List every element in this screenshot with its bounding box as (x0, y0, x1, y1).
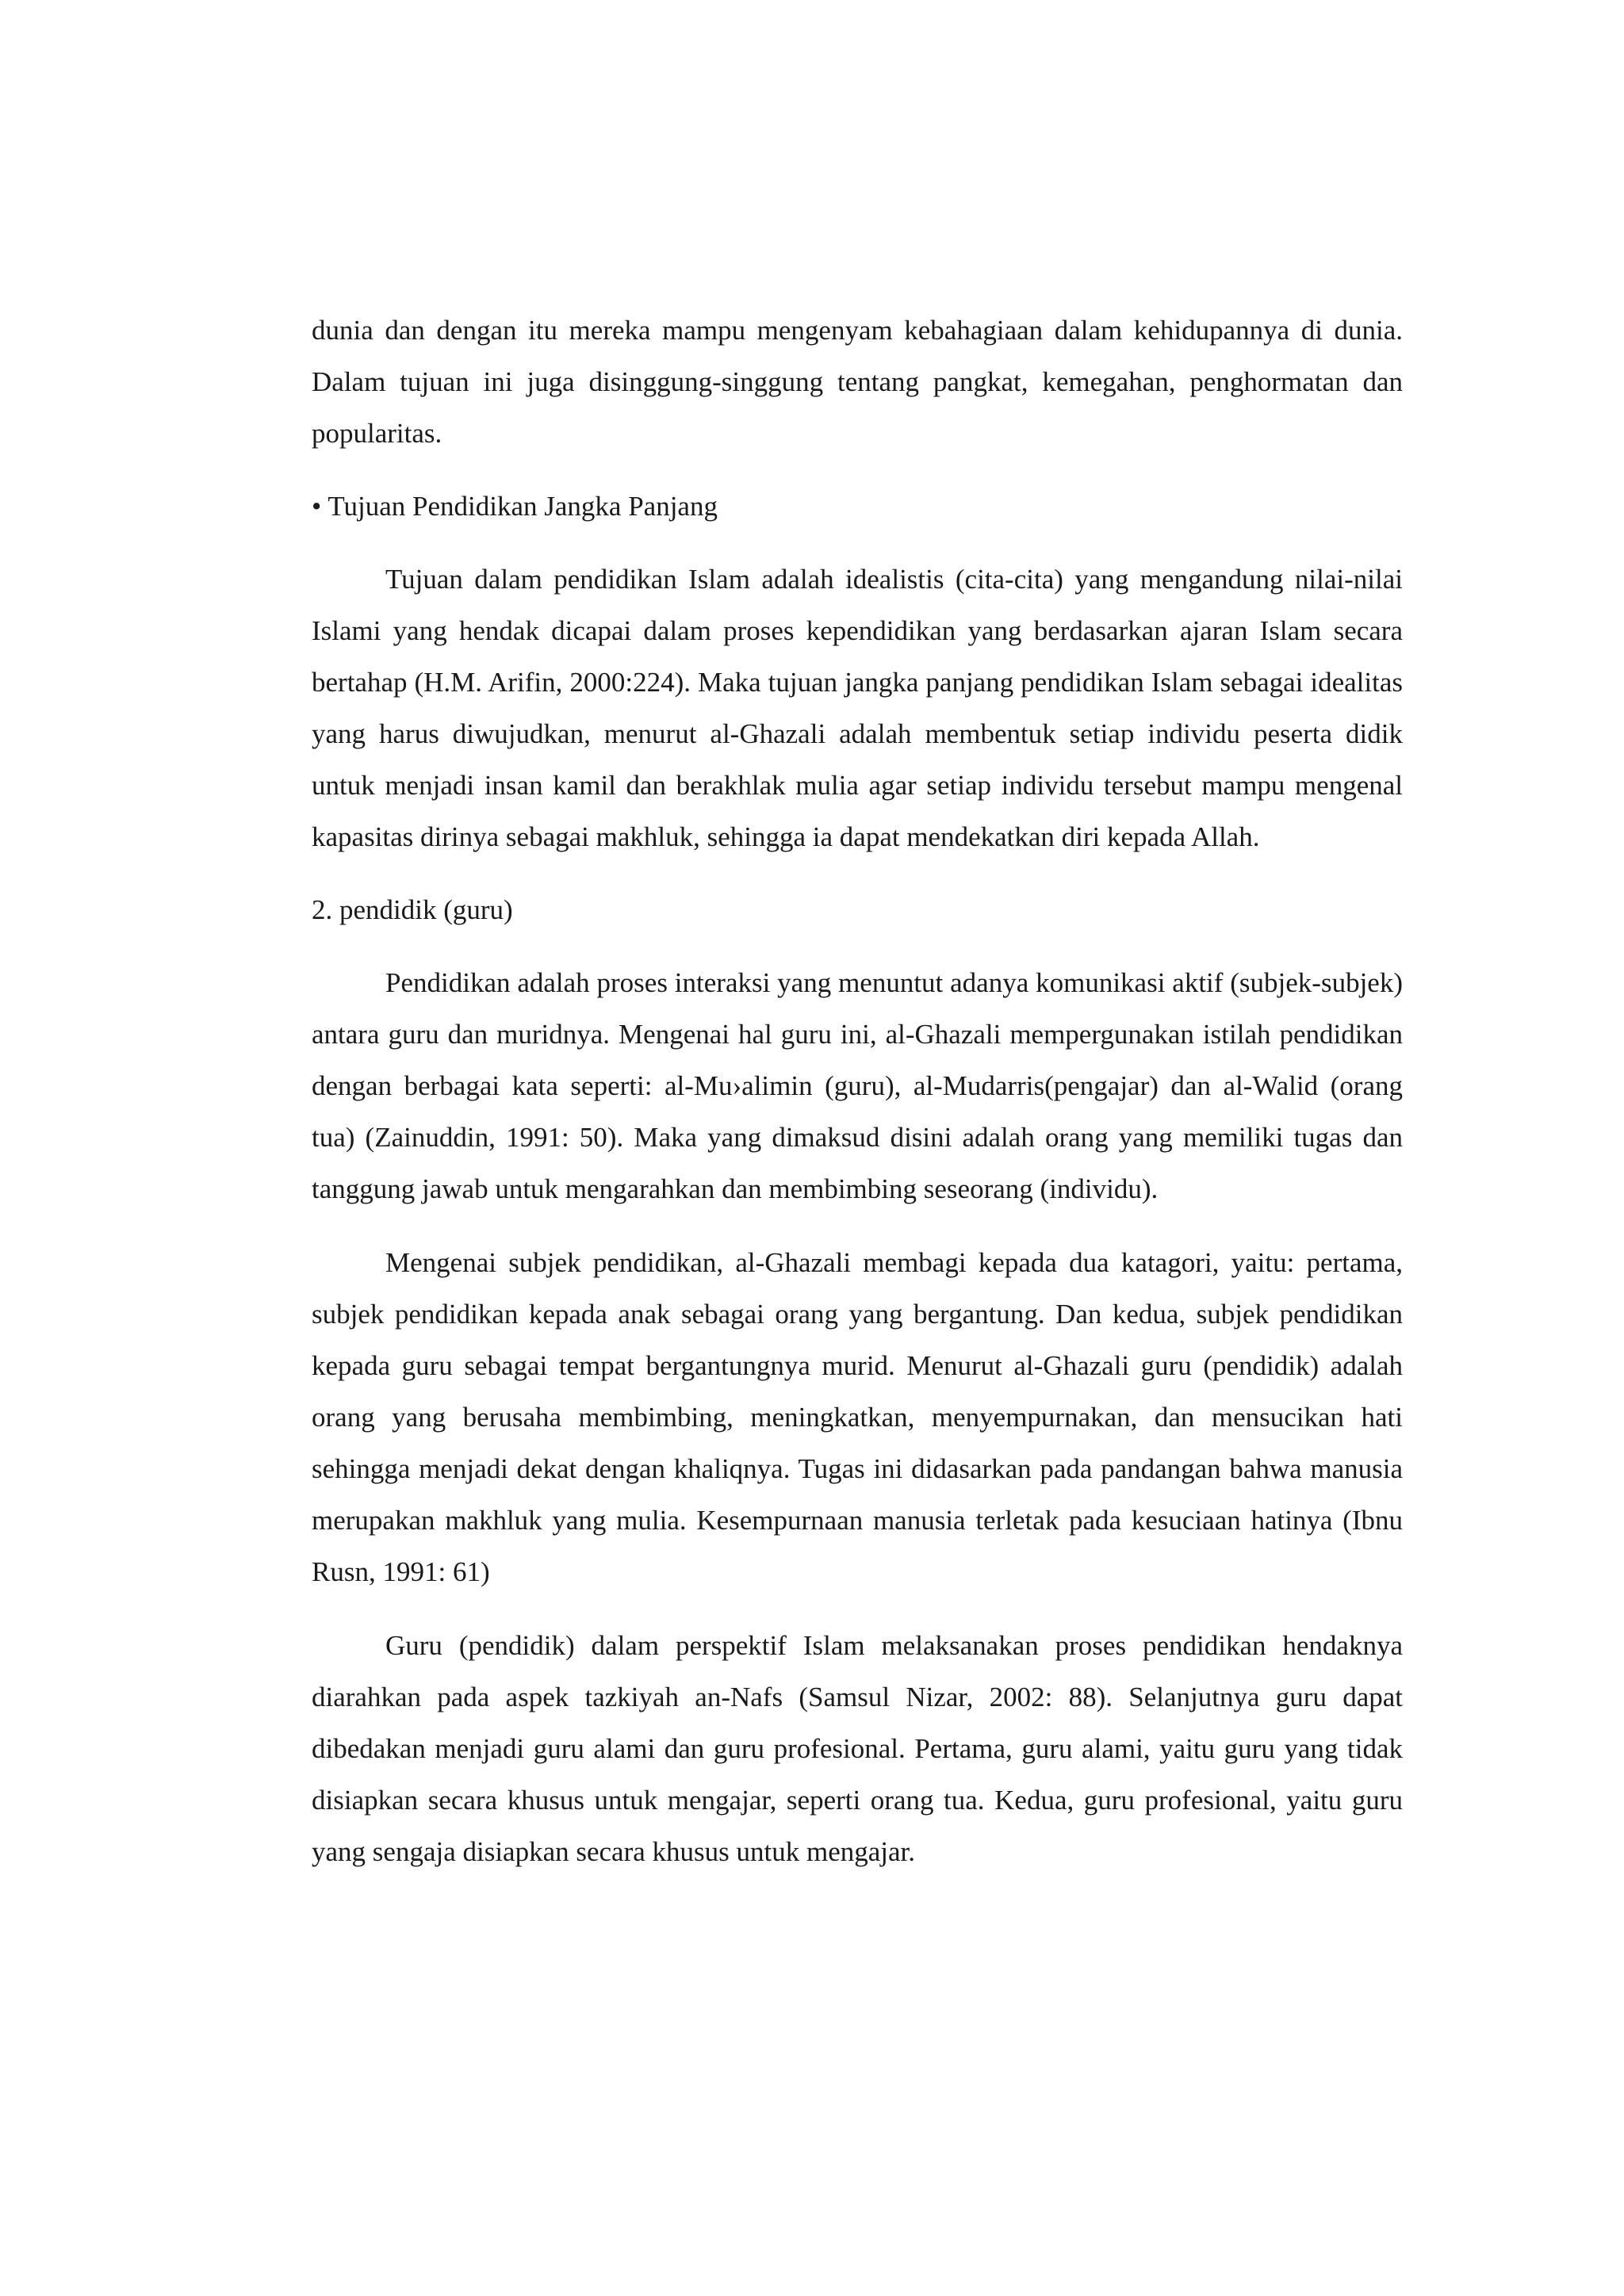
paragraph-subject-of-education: Mengenai subjek pendidikan, al-Ghazali membagi kepada dua katagori, yaitu: pertama, subjek pendidikan kepada anak sebagai orang yang bergantung. Dan kedua, subjek pendidikan kepada guru sebagai tempat bergantungnya murid. Menurut al-Ghazali guru (pendidik) adalah orang yang berusaha membimbing, meningkatkan, menyempurnakan, dan mensucikan hati sehingga menjadi dekat dengan khaliqnya. Tugas ini didasarkan pada pandangan bahwa manusia merupakan makhluk yang mulia. Kesempurnaan manusia terletak pada kesuciaan hatinya (Ibnu Rusn, 1991: 61) (312, 1247, 1403, 1587)
section-heading-educator: 2. pendidik (guru) (312, 894, 513, 925)
paragraph-long-term-goals: Tujuan dalam pendidikan Islam adalah idealistis (cita-cita) yang mengandung nilai-nilai Islami yang hendak dicapai dalam proses kependidikan yang berdasarkan ajaran Islam secara bertahap (H.M. Arifin, 2000:224). Maka tujuan jangka panjang pendidikan Islam sebagai idealitas yang harus diwujudkan, menurut al-Ghazali adalah membentuk setiap individu peserta didik untuk menjadi insan kamil dan berakhlak mulia agar setiap individu tersebut mampu mengenal kapasitas dirinya sebagai makhluk, sehingga ia dapat mendekatkan diri kepada Allah. (312, 564, 1403, 852)
document-body (312, 304, 1403, 1877)
bullet-heading-long-term-goals: • Tujuan Pendidikan Jangka Panjang (312, 491, 718, 522)
paragraph-teacher-types: Guru (pendidik) dalam perspektif Islam melaksanakan proses pendidikan hendaknya diarahkan pada aspek tazkiyah an-Nafs (Samsul Nizar, 2002: 88). Selanjutnya guru dapat dibedakan menjadi guru alami dan guru profesional. Pertama, guru alami, yaitu guru yang tidak disiapkan secara khusus untuk mengajar, seperti orang tua. Kedua, guru profesional, yaitu guru yang sengaja disiapkan secara khusus untuk mengajar. (312, 1630, 1403, 1867)
paragraph-continuation: dunia dan dengan itu mereka mampu mengenyam kebahagiaan dalam kehidupannya di dunia. Dalam tujuan ini juga disinggung-singgung tentang pangkat, kemegahan, penghormatan dan popularitas. (312, 315, 1403, 449)
paragraph-educator-definition: Pendidikan adalah proses interaksi yang menuntut adanya komunikasi aktif (subjek-subjek) antara guru dan muridnya. Mengenai hal guru ini, al-Ghazali mempergunakan istilah pendidikan dengan berbagai kata seperti: al-Mu›alimin (guru), al-Mudarris(pengajar) dan al-Walid (orang tua) (Zainuddin, 1991: 50). Maka yang dimaksud disini adalah orang yang memiliki tugas dan tanggung jawab untuk mengarahkan dan membimbing seseorang (individu). (312, 967, 1403, 1204)
